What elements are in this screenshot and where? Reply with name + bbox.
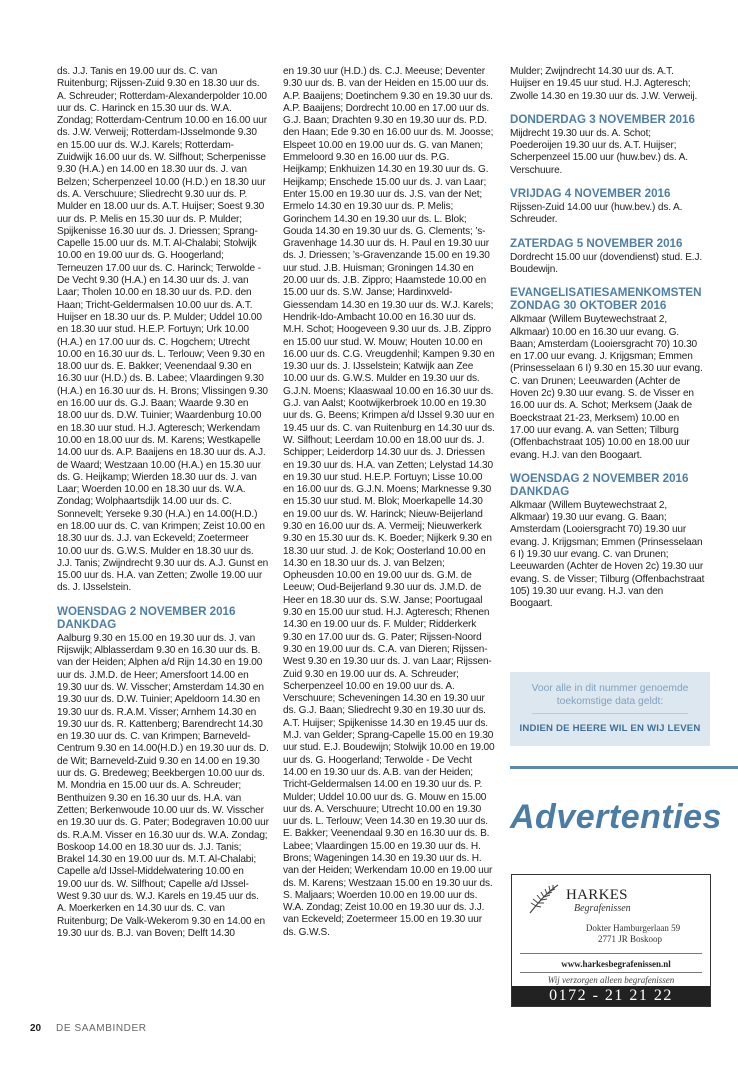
dankdag-services-text-continued: en 19.30 uur (H.D.) ds. C.J. Meeuse; Deventer 9.30 uur ds. B. van der Heiden en 15.00 uur ds. A.P. Baaijens; Doetinchem 9.30 en 19.30 uur ds. A.P. Baaijens; Dordrecht 10.00 en 17.00 uur ds. G.J. Baan; Drachten 9.30 en 19.30 uur ds. P.D. den Haan; Ede 9.30 en 16.00 uur ds. M. Joosse; Elspeet 10.00 en 19.00 uur ds. G. van Manen; Emmeloord 9.30 en 16.00 uur ds. P.G. Heijkamp; Enkhuizen 14.30 en 19.30 uur ds. G. Heijkamp; Enschede 15.00 uur ds. J. van Laar; Enter 15.00 en 19.30 uur ds. J.S. van der Net; Ermelo 14.30 en 19.30 uur ds. P. Melis; Gorinchem 14.30 en 19.30 uur ds. L. Blok; Gouda 14.30 en 19.30 uur ds. G. Clements; ’s-Gravenhage 14.30 uur ds. H. Paul en 19.30 uur ds. J. Driessen; ’s-Gravenzande 15.00 en 19.30 uur stud. J.B. Huisman; Groningen 14.30 en 20.00 uur ds. J.B. Zippro; Haamstede 10.00 en 15.00 uur ds. S.W. Janse; Hardinxveld-Giessendam 14.30 en 19.30 uur ds. W.J. Karels; Hendrik-Ido-Ambacht 10.00 en 16.30 uur ds. M.H. Schot; Hoogeveen 9.30 uur ds. J.B. Zippro en 15.00 uur stud. W. Mouw; Houten 10.00 en 16.00 uur ds. C.G. Vreugdenhil; Kampen 9.30 en 19.30 uur ds. J. IJsselstein; Katwijk aan Zee 10.00 uur ds. G.W.S. Mulder en 19.30 uur ds. G.J.N. Moens; Klaaswaal 10.00 en 16.30 uur ds. G.J. van Aalst; Kootwijkerbroek 10.00 en 19.30 uur ds. G. Beens; Krimpen a/d IJssel 9.30 uur en 19.45 uur ds. C. van Ruitenburg en 14.30 uur ds. W. Silfhout; Leerdam 10.00 en 18.00 uur ds. J. Schipper; Leiderdorp 14.30 uur ds. J. Driessen en 19.30 uur ds. H.A. van Zetten; Lelystad 14.30 en 19.30 uur stud. H.E.P. Fortuyn; Lisse 10.00 en 16.00 uur ds. G.J.N. Moens; Marknesse 9.30 en 15.30 uur stud. M. Blok; Moerkapelle 14.30 en 19.00 uur ds. W. Harinck; Nieuw-Beijerland 9.30 en 16.00 uur ds. A. Vermeij; Nieuwerkerk 9.30 en 15.30 uur ds. K. Boeder; Nijkerk 9.30 en 18.30 uur stud. J. de Kok; Oosterland 10.00 en 14.30 en 18.30 uur ds. J. van Belzen; Opheusden 10.00 en 19.00 uur ds. G.M. de Leeuw; Oud-Beijerland 9.30 uur ds. J.M.D. de Heer en 18.30 uur ds. S.W. Janse; Poortugaal 9.30 en 15.00 uur stud. H.J. Agteresch; Rhenen 14.30 en 19.00 uur ds. F. Mulder; Ridderkerk 9.30 en 17.00 uur ds. G. Pater; Rijssen-Noord 9.30 en 19.00 uur ds. C.A. van Dieren; Rijssen-West 9.30 en 19.30 uur ds. J. van Laar; Rijssen-Zuid 9.30 en 19.00 uur ds. A. Schreuder; Scherpenzeel 10.00 en 19.00 uur ds. A. Verschuure; Scheveningen 14.30 en 19.30 uur ds. G.J. Baan; Sliedrecht 9.30 en 19.30 uur ds. A.T. Huijser; Spijkenisse 14.30 en 19.45 uur ds. M.J. van Gelder; Sprang-Capelle 15.00 en 19.30 uur stud. E.J. Boudewijn; Stolwijk 10.00 en 19.00 uur ds. G. Hoogerland; Terwolde - De Vecht 14.00 en 19.30 uur ds. A.B. van der Heiden; Tricht-Geldermalsen 14.00 en 19.30 uur ds. P. Mulder; Uddel 10.00 uur ds. G. Mouw en 15.00 uur ds. A. Verschuure; Utrecht 10.00 en 19.30 uur ds. L. Terlouw; Veen 14.30 en 19.30 uur ds. E. Bakker; Veenendaal 9.30 en 16.30 uur ds. B. Labee; Vlaardingen 15.00 en 19.30 uur ds. H. Brons; Wageningen 14.30 en 19.30 uur ds. H. van der Heiden; Werkendam 10.00 en 19.00 uur ds. M. Karens; Westzaan 15.00 en 19.30 uur ds. S. Maljaars; Woerden 10.00 en 19.00 uur ds. W.A. Zondag; Zeist 10.00 en 19.30 uur ds. J.J. van Eckeveld; Zoetermeer 15.00 en 19.30 uur ds. G.W.S. [283,66,495,938]
section-divider [510,766,738,769]
ad-phone-number: 0172 - 21 21 22 [512,986,710,1006]
section-heading-evangelisatie-dankdag: WOENSDAG 2 NOVEMBER 2016 DANKDAG [510,471,689,498]
fern-logo-icon [524,881,564,915]
column-2 [283,66,495,939]
ad-divider-bottom [520,972,702,973]
zaterdag-services-text: Dordrecht 15.00 uur (dovendienst) stud. E.J. Boudewijn. [510,251,703,275]
disclaimer-text: Voor alle in dit nummer genoemde toekomstige data geldt: [531,683,689,707]
page-number: 20 [30,1023,42,1034]
evangelisatie-services-text: Alkmaar (Willem Buytewechstraat 2, Alkmaar) 10.00 en 16.30 uur evang. G. Baan; Amsterdam (Looiersgracht 70) 10.30 en 17.00 uur evang. J. Krijgsman; Emmen (Prinsesselaan 6 I) 9.30 en 15.30 uur evang. C. van Drunen; Leeuwarden (Achter de Hoven 2c) 9.30 uur evang. S. de Visser en 16.00 uur ds. A. Schot; Merksem (Jaak de Boeckstraat 21-23, Merksem) 10.00 en 17.00 uur evang. A. van Setten; Tilburg (Offenbachstraat 105) 10.00 en 18.00 uur evang. H.J. van den Boogaart. [510,314,703,461]
advertenties-heading: Advertenties [510,798,722,836]
ad-address-street: Dokter Hamburgerlaan 59 [585,923,681,933]
section-heading-zaterdag: ZATERDAG 5 NOVEMBER 2016 [510,236,683,250]
section-heading-evangelisatie: EVANGELISATIESAMENKOMSTEN ZONDAG 30 OKTOBER 2016 [510,286,702,313]
ad-website-link[interactable]: www.harkesbegrafenissen.nl [561,959,671,969]
vrijdag-services-text: Rijssen-Zuid 14.00 uur (huw.bev.) ds. A. Schreuder. [510,202,683,226]
ad-divider-top [520,953,702,954]
ad-company-name: HARKES [566,887,628,903]
ad-tagline: Wij verzorgen alleen begrafenissen [547,975,675,985]
column-3 [510,66,705,611]
church-services-text: ds. J.J. Tanis en 19.00 uur ds. C. van Ruitenburg; Rijssen-Zuid 9.30 en 18.30 uur ds. A. Schreuder; Rotterdam-Alexanderpolder 10.00 uur ds. C. Harinck en 15.30 uur ds. W.A. Zondag; Rotterdam-Centrum 10.00 en 16.00 uur ds. J.W. Verweij; Rotterdam-IJsselmonde 9.30 en 15.00 uur ds. W.J. Karels; Rotterdam-Zuidwijk 16.00 uur ds. W. Silfhout; Scherpenisse 9.30 (H.A.) en 14.00 en 18.30 uur ds. J. van Belzen; Scherpenzeel 10.00 (H.D.) en 18.30 uur ds. A. Verschuure; Sliedrecht 9.30 uur ds. P. Mulder en 18.00 uur ds. A.T. Huijser; Soest 9.30 uur ds. P. Melis en 15.30 uur ds. P. Mulder; Spijkenisse 16.30 uur ds. J. Driessen; Sprang-Capelle 15.00 uur ds. M.T. Al-Chalabi; Stolwijk 10.00 en 19.00 uur ds. G. Hoogerland; Terneuzen 17.00 uur ds. C. Harinck; Terwolde - De Vecht 9.30 (H.A.) en 14.30 uur ds. J. van Laar; Tholen 10.00 en 18.30 uur ds. P.D. den Haan; Tricht-Geldermalsen 10.00 uur ds. A.T. Huijser en 18.30 uur ds. P. Mulder; Uddel 10.00 en 18.30 uur stud. H.E.P. Fortuyn; Urk 10.00 (H.A.) en 17.00 uur ds. C. Hogchem; Utrecht 10.00 en 16.30 uur ds. L. Terlouw; Veen 9.30 en 18.00 uur ds. E. Bakker; Veenendaal 9.30 en 16.30 uur (H.D.) ds. B. Labee; Vlaardingen 9.30 (H.A.) en 16.30 uur ds. H. Brons; Vlissingen 9.30 en 16.00 uur ds. G.J. Baan; Waarde 9.30 en 18.00 uur ds. D.W. Tuinier; Waardenburg 10.00 en 18.30 uur stud. H.J. Agteresch; Werkendam 10.00 en 18.00 uur ds. M. Karens; Westkapelle 14.00 uur ds. A.P. Baaijens en 18.30 uur ds. A.J. de Waard; Westzaan 10.00 (H.A.) en 15.30 uur ds. G. Heijkamp; Wierden 18.30 uur ds. J. van Laar; Woerden 10.00 en 18.30 uur ds. W.A. Zondag; Wolphaartsdijk 14.00 uur ds. C. Sonnevelt; Yerseke 9.30 (H.A.) en 14.00(H.D.) en 18.00 uur ds. C. van Krimpen; Zeist 10.00 en 18.30 uur ds. J.J. van Eckeveld; Zoetermeer 10.00 uur ds. G.W.S. Mulder en 18.30 uur ds. J.J. Tanis; Zwijndrecht 9.30 uur ds. A.J. Gunst en 15.00 uur ds. H.A. van Zetten; Zwolle 19.00 uur ds. J. IJsselstein. [57,66,269,594]
magazine-name: DE SAAMBINDER [56,1023,147,1034]
ad-address-city: 2771 JR Boskoop [597,934,662,944]
dankdag-services-text-end: Mulder; Zwijndrecht 14.30 uur ds. A.T. Huijser en 19.45 uur stud. H.J. Agteresch; Zwolle 14.30 en 19.30 uur ds. J.W. Verweij. [510,66,698,102]
evangelisatie-dankdag-text: Alkmaar (Willem Buytewechstraat 2, Alkmaar) 19.30 uur evang. G. Baan; Amsterdam (Looiersgracht 70) 19.30 uur evang. J. Krijgsman; Emmen (Prinsesselaan 6 I) 19.30 uur evang. C. van Drunen; Leeuwarden (Achter de Hoven 2c) 19.30 uur evang. S. de Visser; Tilburg (Offenbachstraat 105) 19.30 uur evang. H.J. van den Boogaart. [510,499,705,610]
disclaimer-divider [532,713,688,714]
dankdag-services-text: Aalburg 9.30 en 15.00 en 19.30 uur ds. J. van Rijswijk; Alblasserdam 9.30 en 16.30 uur ds. B. van der Heiden; Alphen a/d Rijn 14.30 en 19.00 uur ds. J.M.D. de Heer; Amersfoort 14.00 en 19.30 uur ds. W. Visscher; Amsterdam 14.30 en 19.30 uur ds. D.W. Tuinier; Apeldoorn 14.30 en 19.30 uur ds. R.A.M. Visser; Arnhem 14.30 en 19.30 uur ds. R. Kattenberg; Barendrecht 14.30 en 19.30 uur ds. C. van Krimpen; Barneveld-Centrum 9.30 en 14.00(H.D.) en 19.30 uur ds. D. de Wit; Barneveld-Zuid 9.30 en 14.00 en 19.30 uur ds. G. Bredeweg; Beekbergen 10.00 uur ds. M. Mondria en 15.00 uur ds. A. Schreuder; Benthuizen 9.30 en 16.30 uur ds. H.A. van Zetten; Berkenwoude 10.00 uur ds. W. Visscher en 19.30 uur ds. G. Pater; Bodegraven 10.00 uur ds. R.A.M. Visser en 16.30 uur ds. W.A. Zondag; Boskoop 14.00 en 18.30 uur ds. J.J. Tanis; Brakel 14.30 en 19.00 uur ds. M.T. Al-Chalabi; Capelle a/d IJssel-Middelwatering 10.00 en 19.00 uur ds. W. Silfhout; Capelle a/d IJssel-West 9.30 uur ds. W.J. Karels en 19.45 uur ds. A. Moerkerken en 14.30 uur ds. C. van Ruitenburg; De Valk-Wekerom 9.30 en 14.00 en 19.30 uur ds. B.J. van Boven; Delft 14.30 [57,632,269,939]
donderdag-services-text: Mijdrecht 19.30 uur ds. A. Schot; Poederoijen 19.30 uur ds. A.T. Huijser; Scherpenzeel 15.00 uur (huw.bev.) ds. A. Verschuure. [510,127,688,176]
column-1 [57,66,269,940]
section-heading-donderdag: DONDERDAG 3 NOVEMBER 2016 [510,112,695,126]
section-heading-woensdag-dankdag: WOENSDAG 2 NOVEMBER 2016 DANKDAG [57,604,236,631]
ad-company-subtitle: Begrafenissen [574,903,631,914]
disclaimer-motto: INDIEN DE HEERE WIL EN WIJ LEVEN [519,723,701,734]
harkes-advertisement [511,874,711,1007]
disclaimer-box [510,672,710,746]
section-heading-vrijdag: VRIJDAG 4 NOVEMBER 2016 [510,187,671,201]
